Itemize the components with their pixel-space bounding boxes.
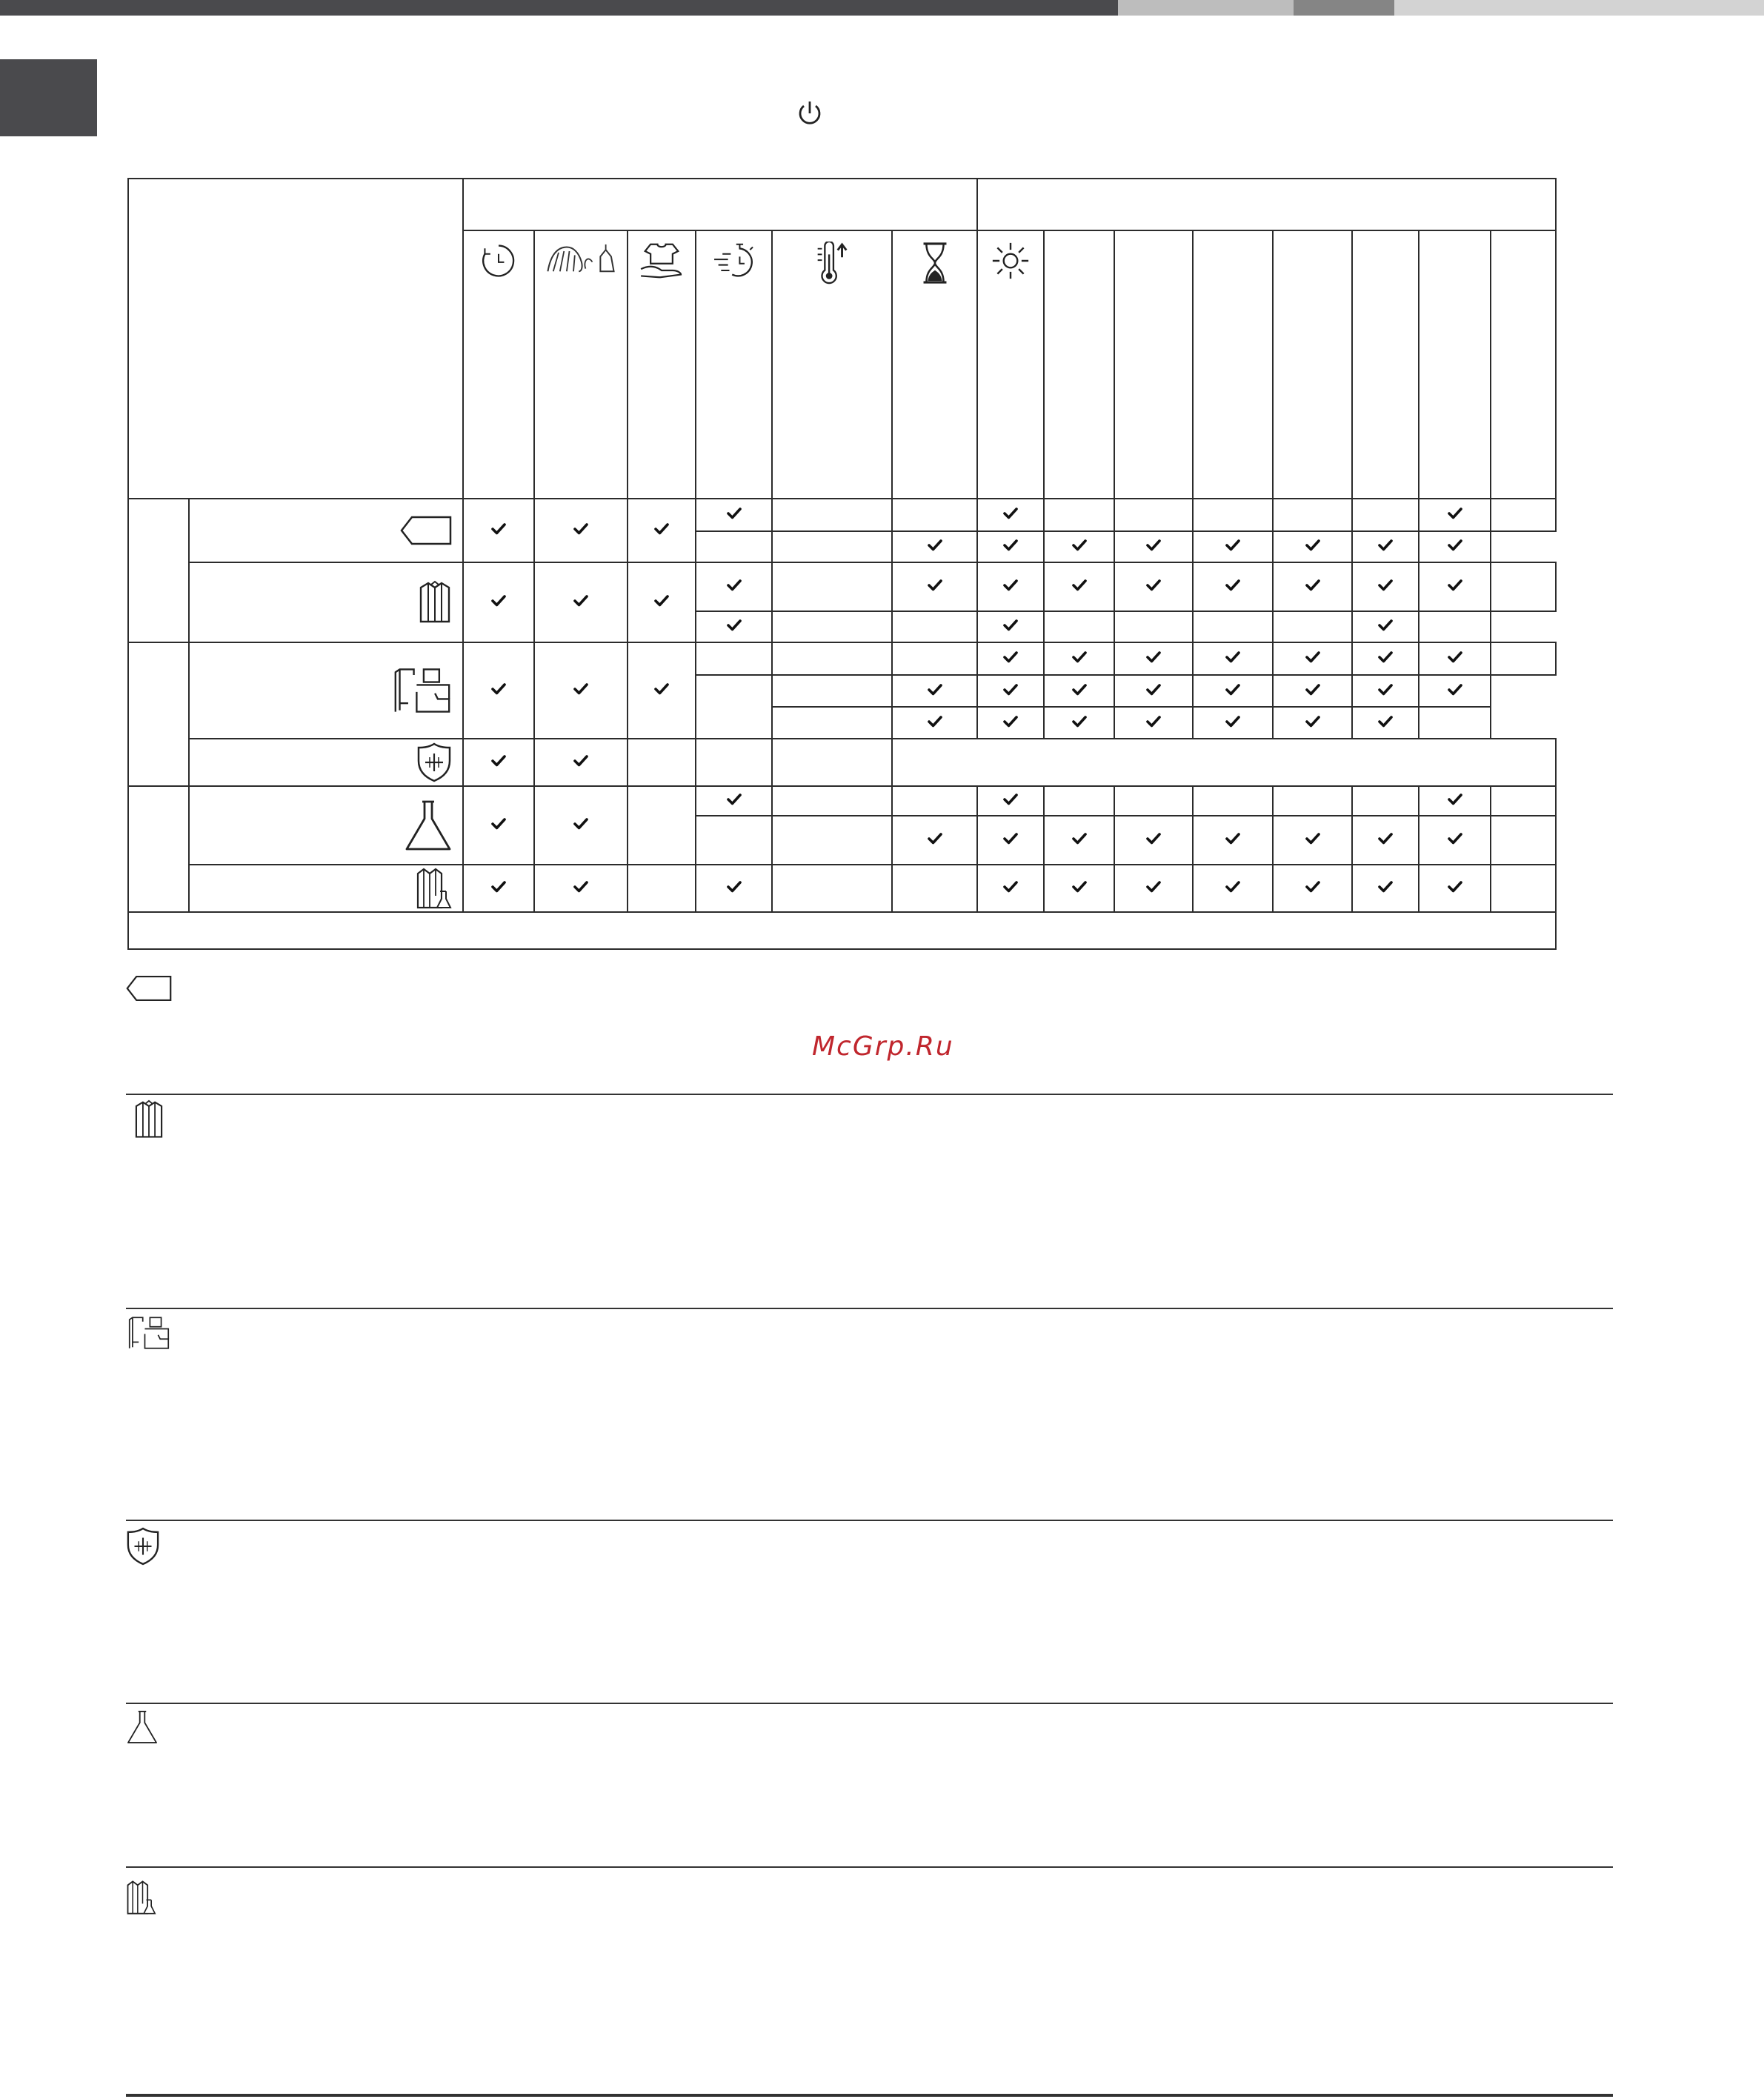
table-cell: [1044, 865, 1114, 912]
table-cell: [772, 739, 892, 786]
table-cell: [772, 675, 892, 707]
table-cell: [1114, 642, 1193, 675]
table-cell: [534, 739, 628, 786]
table-cell: [772, 786, 892, 816]
check-icon: [1305, 579, 1320, 592]
table-cell: [772, 642, 892, 675]
check-icon: [1225, 651, 1240, 664]
table-cell: [696, 865, 772, 912]
fabric-cotton: [189, 499, 463, 562]
table-cell: [977, 499, 1044, 531]
table-cell: [1419, 865, 1491, 912]
table-cell: [892, 865, 977, 912]
check-icon: [1448, 651, 1462, 664]
check-icon: [1003, 619, 1018, 632]
check-icon: [727, 579, 742, 592]
section-divider: [126, 1094, 1613, 1095]
check-icon: [1146, 880, 1161, 894]
table-cell: [1352, 611, 1419, 642]
power-icon: [796, 100, 823, 127]
check-icon: [928, 579, 942, 592]
quick-dry-icon: [711, 242, 757, 280]
table-cell: [892, 531, 977, 562]
table-cell: [1419, 786, 1491, 816]
tag-label-icon: [400, 516, 452, 545]
table-cell: [1419, 499, 1491, 531]
table-cell: [1419, 531, 1491, 562]
check-icon: [1225, 880, 1240, 894]
check-icon: [1146, 683, 1161, 696]
programme-options-table: [127, 178, 1557, 950]
table-cell: [1044, 816, 1114, 865]
shirt-icon: [418, 580, 452, 625]
topbar-segment-pale: [1394, 0, 1764, 16]
table-cell: [1273, 531, 1352, 562]
anti-crease-icon: [544, 242, 618, 276]
check-icon: [654, 594, 669, 608]
table-cell: [1044, 499, 1114, 531]
section-divider: [126, 1703, 1613, 1704]
table-cell: [977, 675, 1044, 707]
check-icon: [928, 832, 942, 845]
table-cell: [1193, 499, 1273, 531]
flask-icon: [126, 1710, 159, 1744]
check-icon: [1378, 651, 1393, 664]
table-cell: [1044, 562, 1114, 611]
check-icon: [1378, 832, 1393, 845]
table-cell: [772, 562, 892, 611]
table-corner-cell: [128, 179, 463, 499]
table-cell: [463, 739, 534, 786]
table-cell: [1193, 531, 1273, 562]
table-cell: [1114, 499, 1193, 531]
table-cell: [892, 675, 977, 707]
table-cell: [1044, 786, 1114, 816]
table-cell: [1273, 499, 1352, 531]
header-dryness-8: [1491, 230, 1556, 499]
table-cell: [1193, 642, 1273, 675]
check-icon: [1305, 715, 1320, 728]
check-icon: [1448, 832, 1462, 845]
header-dryness-4: [1193, 230, 1273, 499]
check-icon: [727, 619, 742, 632]
table-cell: [1273, 562, 1352, 611]
header-dryness-6: [1352, 230, 1419, 499]
check-icon: [1146, 579, 1161, 592]
shield-cross-icon: [416, 742, 452, 783]
shirt-flask-icon: [415, 866, 452, 911]
table-row: [128, 499, 1556, 531]
table-cell: [892, 642, 977, 675]
shirt-icon: [133, 1100, 164, 1140]
topbar-segment-dark: [0, 0, 1118, 16]
table-cell: [977, 611, 1044, 642]
fabric-mixed: [189, 865, 463, 912]
table-cell: [463, 786, 534, 865]
check-icon: [573, 522, 588, 536]
table-cell: [628, 562, 696, 642]
table-cell: [1193, 786, 1273, 816]
table-cell: [1193, 611, 1273, 642]
check-icon: [1448, 579, 1462, 592]
table-cell: [1193, 562, 1273, 611]
check-icon: [1072, 683, 1087, 696]
table-cell: [1114, 816, 1193, 865]
check-icon: [491, 594, 506, 608]
check-icon: [1072, 715, 1087, 728]
check-icon: [1448, 683, 1462, 696]
table-cell: [463, 865, 534, 912]
table-cell: [1273, 865, 1352, 912]
shield-cross-icon: [126, 1526, 160, 1566]
table-cell: [1419, 707, 1491, 739]
table-cell: [1352, 562, 1419, 611]
table-cell: [1352, 642, 1419, 675]
table-cell: [892, 499, 977, 531]
fabric-synthetics: [189, 786, 463, 865]
watermark-text: McGrp.Ru: [812, 1031, 954, 1062]
check-icon: [573, 682, 588, 696]
table-cell: [1114, 707, 1193, 739]
check-icon: [1225, 683, 1240, 696]
options-group-header: [463, 179, 977, 230]
check-icon: [1448, 507, 1462, 520]
header-dryness-1: [977, 230, 1044, 499]
thermometer-up-icon: [816, 242, 848, 285]
header-anti-crease: [534, 230, 628, 499]
check-icon: [1448, 539, 1462, 552]
check-icon: [1305, 683, 1320, 696]
table-cell: [772, 499, 892, 531]
header-dryness-3: [1114, 230, 1193, 499]
check-icon: [1003, 715, 1018, 728]
table-row: [128, 865, 1556, 912]
group-c-cell: [128, 786, 189, 912]
topbar-segment-light: [1118, 0, 1294, 16]
table-cell: [534, 865, 628, 912]
table-cell: [1044, 642, 1114, 675]
table-cell: [1193, 816, 1273, 865]
check-icon: [1305, 880, 1320, 894]
table-cell: [696, 675, 772, 739]
check-icon: [727, 793, 742, 806]
table-cell: [628, 865, 696, 912]
table-cell: [977, 707, 1044, 739]
table-cell: [1044, 531, 1114, 562]
fabric-sanitize: [189, 739, 463, 786]
check-icon: [1378, 715, 1393, 728]
check-icon: [1003, 507, 1018, 520]
topbar-segment-mid: [1294, 0, 1394, 16]
table-cell: [696, 642, 772, 675]
check-icon: [1003, 683, 1018, 696]
table-cell: [1491, 562, 1556, 611]
check-icon: [491, 754, 506, 768]
header-dryness-7: [1419, 230, 1491, 499]
table-cell: [1491, 865, 1556, 912]
towels-icon: [127, 1316, 170, 1350]
section-divider: [126, 1866, 1613, 1868]
table-cell: [1273, 611, 1352, 642]
table-cell: [463, 642, 534, 739]
table-cell: [892, 707, 977, 739]
check-icon: [654, 522, 669, 536]
check-icon: [573, 594, 588, 608]
table-cell: [1273, 816, 1352, 865]
check-icon: [1225, 539, 1240, 552]
page-bottom-rule: [126, 2094, 1613, 2097]
header-delay-timer: [463, 230, 534, 499]
table-cell: [772, 707, 892, 739]
header-easy-iron: [628, 230, 696, 499]
top-color-bar: [0, 0, 1764, 16]
check-icon: [573, 754, 588, 768]
check-icon: [1072, 539, 1087, 552]
check-icon: [928, 683, 942, 696]
dryness-group-header: [977, 179, 1556, 230]
header-temperature: [772, 230, 892, 499]
table-cell: [892, 562, 977, 611]
check-icon: [573, 817, 588, 831]
table-cell: [1352, 531, 1419, 562]
table-cell: [696, 562, 772, 611]
table-cell: [1114, 675, 1193, 707]
delay-timer-icon: [479, 242, 518, 280]
table-cell: [977, 786, 1044, 816]
table-cell: [1352, 816, 1419, 865]
check-icon: [1225, 715, 1240, 728]
table-cell: [1419, 816, 1491, 865]
merged-empty-cell: [892, 739, 1556, 786]
table-cell: [628, 642, 696, 739]
easy-iron-icon: [639, 242, 684, 280]
check-icon: [1378, 619, 1393, 632]
table-cell: [977, 531, 1044, 562]
check-icon: [1378, 683, 1393, 696]
table-cell: [696, 739, 772, 786]
table-cell: [772, 611, 892, 642]
table-cell: [1193, 865, 1273, 912]
check-icon: [573, 880, 588, 894]
table-row: [128, 642, 1556, 675]
table-cell: [1044, 611, 1114, 642]
header-dryness-2: [1044, 230, 1114, 499]
table-cell: [1273, 786, 1352, 816]
table-cell: [977, 865, 1044, 912]
section-divider: [126, 1308, 1613, 1309]
table-cell: [772, 531, 892, 562]
header-quick-dry: [696, 230, 772, 499]
table-cell: [628, 786, 696, 865]
table-cell: [1419, 642, 1491, 675]
group-b-cell: [128, 642, 189, 786]
table-cell: [1273, 642, 1352, 675]
check-icon: [1378, 880, 1393, 894]
check-icon: [491, 682, 506, 696]
check-icon: [1378, 579, 1393, 592]
table-cell: [1044, 707, 1114, 739]
check-icon: [1003, 579, 1018, 592]
check-icon: [1378, 539, 1393, 552]
check-icon: [491, 817, 506, 831]
table-row: [128, 562, 1556, 611]
check-icon: [928, 715, 942, 728]
table-cell: [696, 499, 772, 531]
table-cell: [534, 642, 628, 739]
check-icon: [1072, 880, 1087, 894]
table-cell: [1114, 562, 1193, 611]
table-cell: [696, 816, 772, 865]
section-divider: [126, 1520, 1613, 1521]
check-icon: [1003, 793, 1018, 806]
check-icon: [1072, 579, 1087, 592]
check-icon: [1146, 651, 1161, 664]
table-cell: [892, 786, 977, 816]
group-a-cell: [128, 499, 189, 642]
check-icon: [1003, 880, 1018, 894]
check-icon: [1003, 832, 1018, 845]
table-cell: [1114, 531, 1193, 562]
table-cell: [1419, 611, 1491, 642]
table-cell: [977, 562, 1044, 611]
table-cell: [1491, 499, 1556, 531]
table-row: [128, 739, 1556, 786]
table-cell: [1273, 707, 1352, 739]
check-icon: [1072, 832, 1087, 845]
header-timed-drying: [892, 230, 977, 499]
tag-label-icon: [126, 975, 172, 1002]
check-icon: [1305, 651, 1320, 664]
flask-icon: [405, 799, 452, 851]
table-cell: [1114, 611, 1193, 642]
check-icon: [1003, 651, 1018, 664]
check-icon: [727, 880, 742, 894]
check-icon: [1448, 880, 1462, 894]
table-cell: [892, 816, 977, 865]
fabric-towels: [189, 642, 463, 739]
table-row: [128, 786, 1556, 816]
table-cell: [628, 499, 696, 562]
check-icon: [1003, 539, 1018, 552]
table-cell: [534, 786, 628, 865]
fabric-shirts: [189, 562, 463, 642]
table-cell: [1352, 707, 1419, 739]
check-icon: [727, 507, 742, 520]
table-cell: [1273, 675, 1352, 707]
table-cell: [1491, 816, 1556, 865]
check-icon: [1305, 539, 1320, 552]
check-icon: [1146, 715, 1161, 728]
table-cell: [1419, 675, 1491, 707]
check-icon: [491, 522, 506, 536]
table-footer-row: [128, 912, 1556, 949]
table-cell: [696, 611, 772, 642]
check-icon: [1225, 832, 1240, 845]
check-icon: [1225, 579, 1240, 592]
table-cell: [1352, 786, 1419, 816]
check-icon: [1305, 832, 1320, 845]
check-icon: [491, 880, 506, 894]
table-cell: [1193, 675, 1273, 707]
table-cell: [892, 611, 977, 642]
header-dryness-5: [1273, 230, 1352, 499]
table-cell: [628, 739, 696, 786]
table-cell: [463, 562, 534, 642]
table-cell: [534, 499, 628, 562]
check-icon: [928, 539, 942, 552]
check-icon: [1448, 793, 1462, 806]
table-cell: [977, 816, 1044, 865]
table-cell: [1491, 786, 1556, 816]
check-icon: [654, 682, 669, 696]
table-cell: [1114, 865, 1193, 912]
table-cell: [1352, 675, 1419, 707]
table-cell: [534, 562, 628, 642]
check-icon: [1072, 651, 1087, 664]
table-cell: [463, 499, 534, 562]
table-cell: [696, 786, 772, 816]
table-cell: [1491, 642, 1556, 675]
table-cell: [977, 642, 1044, 675]
table-cell: [1044, 675, 1114, 707]
table-cell: [1352, 499, 1419, 531]
section-tab-block: [0, 59, 97, 136]
table-cell: [1114, 786, 1193, 816]
table-cell: [696, 531, 772, 562]
towels-icon: [393, 668, 452, 713]
table-cell: [1193, 707, 1273, 739]
hourglass-icon: [920, 242, 950, 285]
sun-icon: [991, 242, 1030, 280]
table-cell: [1352, 865, 1419, 912]
check-icon: [1146, 539, 1161, 552]
check-icon: [1146, 832, 1161, 845]
table-cell: [772, 865, 892, 912]
table-cell: [772, 816, 892, 865]
shirt-flask-icon: [124, 1879, 157, 1916]
table-cell: [1419, 562, 1491, 611]
